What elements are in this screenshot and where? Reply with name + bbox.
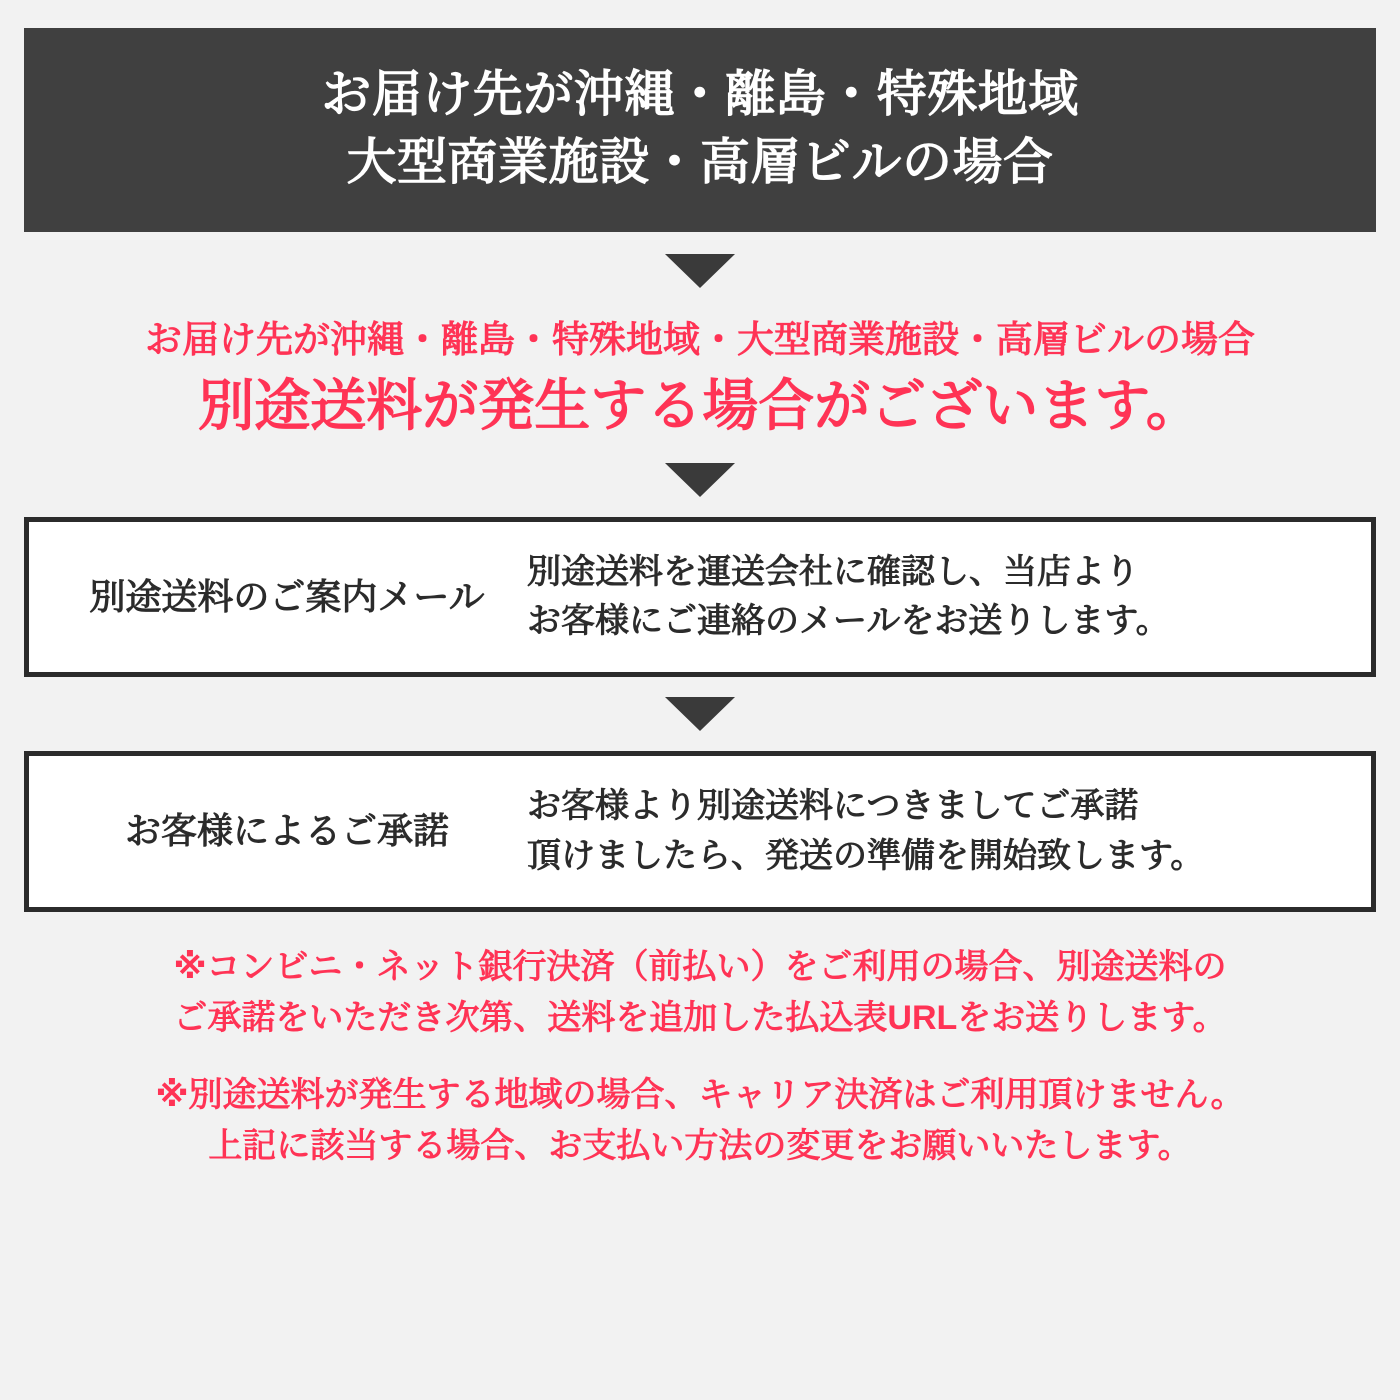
- flow-arrow-2-wrap: [24, 463, 1376, 497]
- emphasis-subtitle: お届け先が沖縄・離島・特殊地域・大型商業施設・高層ビルの場合: [145, 319, 1255, 360]
- note-line: 上記に該当する場合、お支払い方法の変更をお願いいたします。: [208, 1127, 1192, 1166]
- flow-arrow-1-wrap: [24, 254, 1376, 288]
- note-prepayment: [24, 942, 1376, 1044]
- step-description-line: お客様にご連絡のメールをお送りします。: [527, 602, 1170, 641]
- note-line: ※コンビニ・ネット銀行決済（前払い）をご利用の場合、別途送料の: [173, 948, 1227, 987]
- emphasis-block: [24, 316, 1376, 443]
- step-description: [527, 782, 1353, 881]
- step-box-customer-consent: [24, 751, 1376, 912]
- step-box-mail-notice: [24, 517, 1376, 678]
- note-carrier-payment: [24, 1070, 1376, 1172]
- note-line: ご承諾をいただき次第、送料を追加した払込表URLをお送りします。: [173, 999, 1227, 1038]
- emphasis-main: 別途送料が発生する場合がございます。: [198, 374, 1202, 438]
- step-description-line: お客様より別途送料につきましてご承諾: [527, 787, 1139, 826]
- down-arrow-icon: [665, 254, 735, 288]
- step-label: 別途送料のご案内メール: [89, 575, 485, 617]
- header-line-1: お届け先が沖縄・離島・特殊地域: [321, 66, 1079, 122]
- step-description-line: 頂けましたら、発送の準備を開始致します。: [527, 836, 1205, 875]
- down-arrow-icon: [665, 463, 735, 497]
- header-banner: [24, 28, 1376, 232]
- note-line: ※別途送料が発生する地域の場合、キャリア決済はご利用頂けません。: [155, 1076, 1245, 1115]
- notes-section: [24, 942, 1376, 1172]
- header-line-2: 大型商業施設・高層ビルの場合: [346, 134, 1054, 190]
- flow-arrow-3-wrap: [24, 697, 1376, 731]
- down-arrow-icon: [665, 697, 735, 731]
- step-description: [527, 548, 1353, 647]
- step-label: お客様によるご承諾: [124, 810, 449, 852]
- step-description-line: 別途送料を運送会社に確認し、当店より: [527, 552, 1139, 591]
